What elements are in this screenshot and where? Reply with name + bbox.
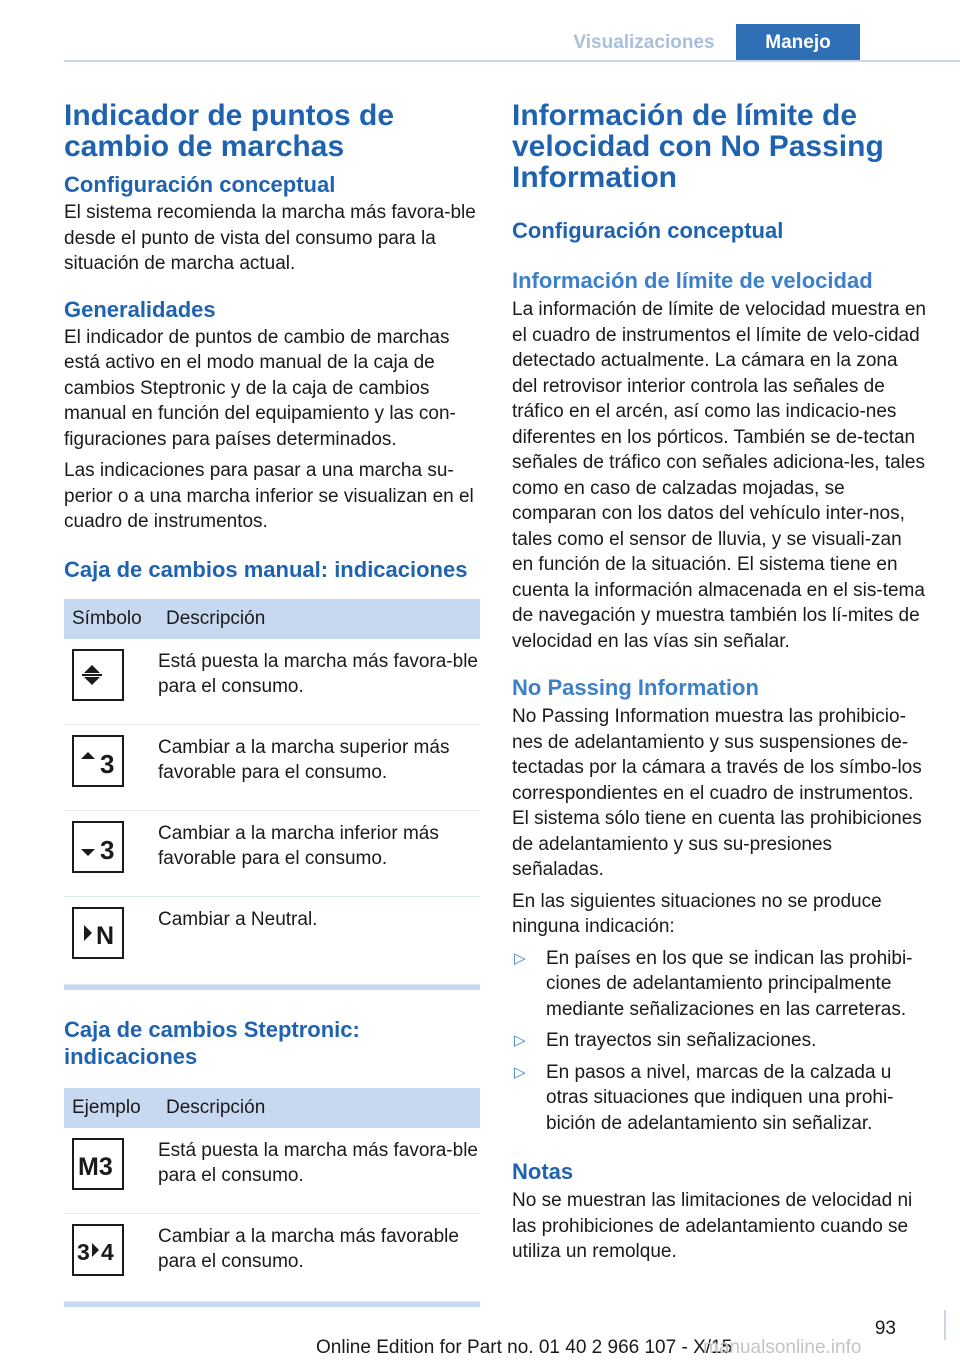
- table-cell-description: Cambiar a la marcha más favorable para el consumo.: [158, 1213, 480, 1301]
- neutral-icon: [72, 907, 124, 959]
- steptronic-example-table: [64, 1088, 480, 1302]
- table-end-rule: [64, 985, 480, 990]
- situations-list: [512, 946, 928, 1137]
- table-end-rule: [64, 1302, 480, 1307]
- table-row: [64, 896, 480, 984]
- situations-intro: En las siguientes situaciones no se produce ninguna indicación:: [512, 890, 882, 937]
- gear-indicator-title: Indicador de puntos de cambio de marchas: [64, 99, 395, 163]
- header-chapter-tab: Manejo: [736, 24, 860, 62]
- manual-symbol-table: [64, 599, 480, 985]
- table-cell-description: Está puesta la marcha más favora-ble para el consumo.: [158, 639, 480, 725]
- table-cell-description: Cambiar a la marcha inferior más favorable para el consumo.: [158, 810, 480, 896]
- no-passing-text: No Passing Information muestra las prohibicio-nes de adelantamiento y sus suspensiones de-tectadas por la cámara a través de los símbo-los correspondientes en el cuadro de instrumentos. El sistema sólo tiene en cuenta las prohibiciones de adelantamiento y sus su-presiones señaladas.: [512, 706, 922, 880]
- manual-heading: Caja de cambios manual: indicaciones: [64, 556, 468, 582]
- m3-icon: [72, 1138, 124, 1190]
- svg-text:4: 4: [101, 1238, 114, 1265]
- table-row: [64, 724, 480, 810]
- shift-3-to-4-icon: [72, 1224, 124, 1276]
- table-cell-description: Está puesta la marcha más favora-ble para el consumo.: [158, 1128, 480, 1214]
- table-row: [64, 1213, 480, 1301]
- table-cell-description: Cambiar a Neutral.: [158, 896, 480, 984]
- header-section-tab: Visualizaciones: [573, 32, 715, 53]
- general-heading: Generalidades: [64, 296, 216, 322]
- list-item: ▷ En países en los que se indican las prohibi-ciones de adelantamiento principalmente mediante señalizaciones en las carreteras.: [514, 947, 913, 1020]
- table-row: [64, 639, 480, 725]
- table-header-example: Ejemplo: [64, 1088, 158, 1128]
- concept-heading: Configuración conceptual: [64, 172, 336, 197]
- notes-heading: Notas: [512, 1159, 574, 1184]
- list-item: ▷ En pasos a nivel, marcas de la calzada u otras situaciones que indiquen una prohi-bición de adelantamiento sin señalizar.: [514, 1061, 894, 1134]
- downshift-3-icon: [72, 821, 124, 873]
- general-text-2: Las indicaciones para pasar a una marcha su-perior o a una marcha inferior se visualizan en el cuadro de instrumentos.: [64, 460, 474, 532]
- left-column: [64, 100, 480, 1307]
- table-header-symbol: Símbolo: [64, 599, 158, 639]
- triangle-bullet-icon: ▷: [514, 949, 526, 967]
- table-header-description: Descripción: [158, 599, 480, 639]
- svg-text:M3: M3: [78, 1152, 113, 1181]
- no-passing-heading: No Passing Information: [512, 675, 759, 700]
- page-number: 93: [874, 1318, 896, 1339]
- table-cell-description: Cambiar a la marcha superior más favorable para el consumo.: [158, 724, 480, 810]
- svg-text:3: 3: [100, 834, 115, 865]
- watermark: manualsonline.info: [703, 1337, 862, 1358]
- notes-text: No se muestran las limitaciones de velocidad ni las prohibiciones de adelantamiento cuando se utiliza un remolque.: [512, 1190, 913, 1262]
- header-rule: [64, 60, 960, 62]
- general-text-1: El indicador de puntos de cambio de marchas está activo en el modo manual de la caja de cambios Steptronic y de la caja de cambios manual en función del equipamiento y las con-figuraciones para países determinados.: [64, 326, 456, 450]
- triangle-bullet-icon: ▷: [514, 1063, 526, 1081]
- svg-text:3: 3: [77, 1238, 90, 1265]
- optimal-gear-icon: [72, 649, 124, 701]
- triangle-bullet-icon: ▷: [514, 1032, 526, 1049]
- table-header-description: Descripción: [158, 1088, 480, 1128]
- speed-info-title: Información de límite de velocidad con No Passing Information: [512, 99, 884, 194]
- speed-limit-heading: Información de límite de velocidad: [512, 268, 873, 293]
- upshift-3-icon: [72, 735, 124, 787]
- right-column: [512, 100, 928, 1265]
- concept-text: El sistema recomienda la marcha más favora-ble desde el punto de vista del consumo para la situación de marcha actual.: [64, 202, 476, 274]
- table-row: [64, 810, 480, 896]
- speed-limit-text: La información de límite de velocidad muestra en el cuadro de instrumentos el límite de velo-cidad detectado actualmente. La cámara en la zona del retrovisor interior controla las señales de tráfico en el arcén, así como las indicacio-nes diferentes en los pórticos. También se de-tectan señales de tráfico con señales adiciona-les, tales como en caso de calzadas mojadas, se comparan con los datos del vehículo inter-nos, tales como el sensor de lluvia, y se visuali-zan en función de la situación. El sistema tiene en cuenta la información almacenada en el sis-tema de navegación y muestra también los lí-mites de velocidad en las vías sin señalar.: [512, 299, 927, 652]
- svg-text:N: N: [96, 921, 115, 950]
- list-item: ▷ En trayectos sin señalizaciones.: [512, 1028, 928, 1054]
- edition-note: Online Edition for Part no. 01 40 2 966 107 - X/15: [316, 1337, 733, 1358]
- svg-text:3: 3: [100, 748, 115, 779]
- concept-heading: Configuración conceptual: [512, 218, 784, 243]
- table-row: [64, 1128, 480, 1214]
- footer-rule: [944, 1310, 946, 1340]
- steptronic-heading: Caja de cambios Steptronic: indicaciones: [64, 1016, 360, 1069]
